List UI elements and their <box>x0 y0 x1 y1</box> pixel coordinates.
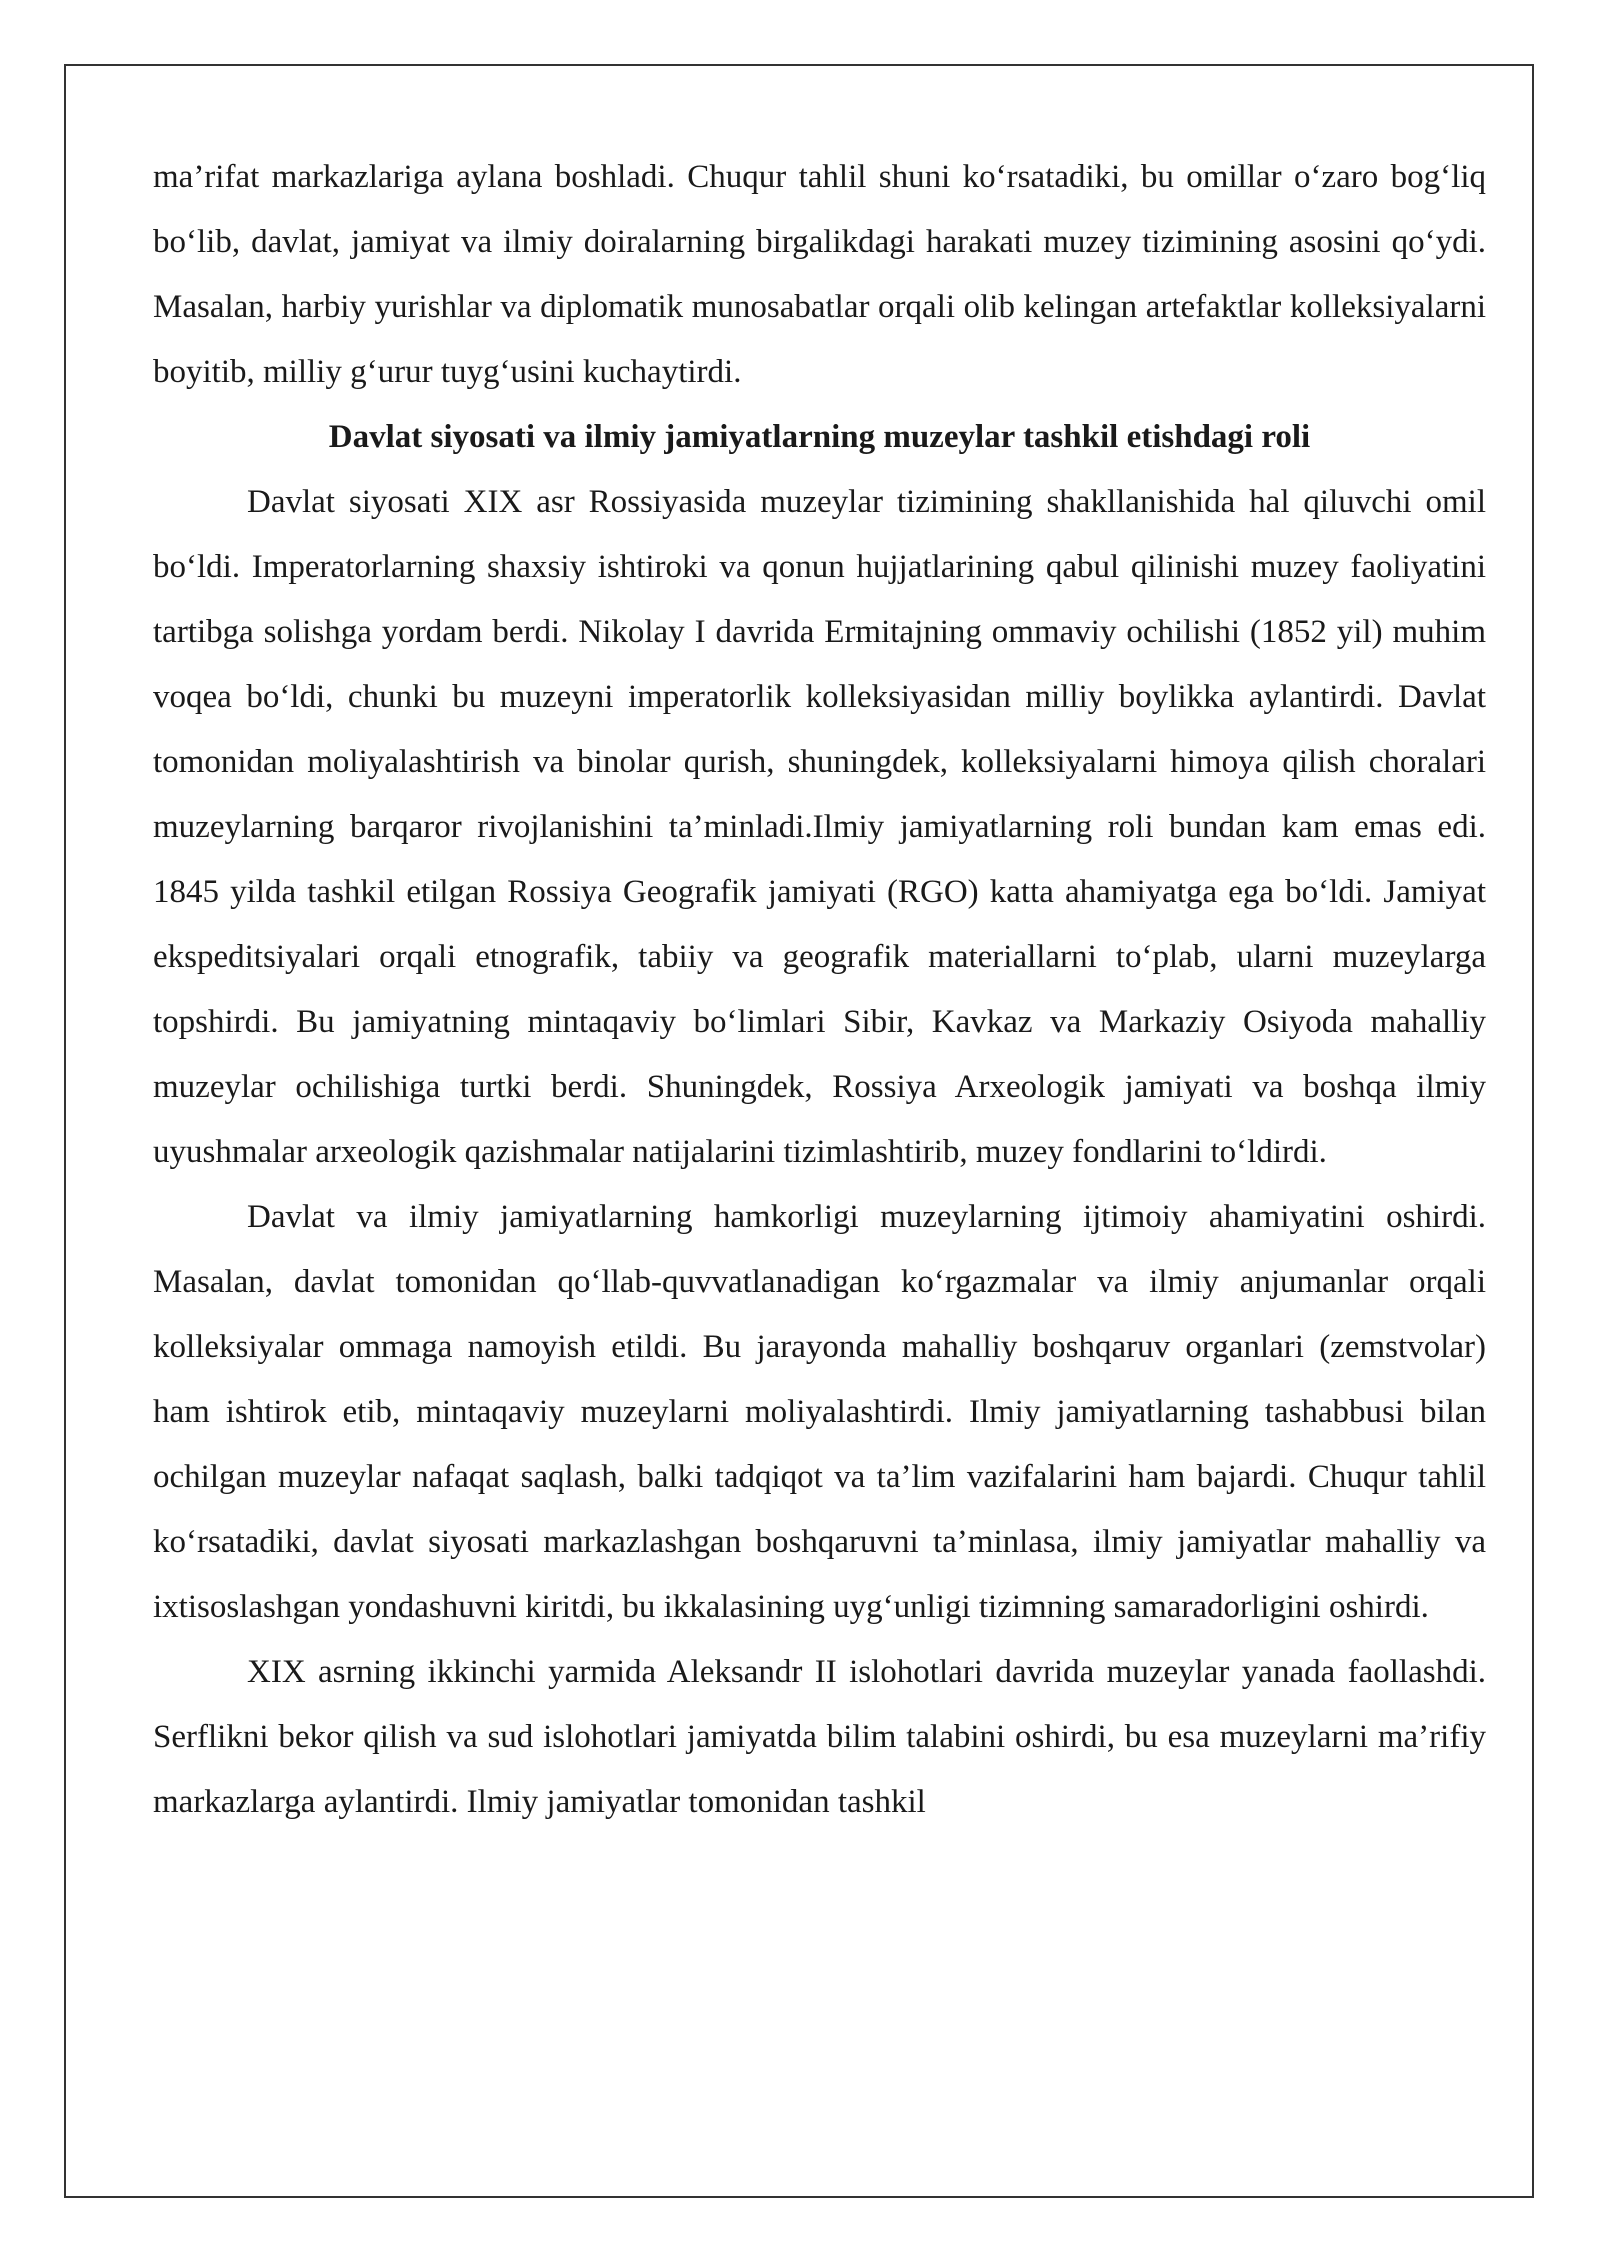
section-heading: Davlat siyosati va ilmiy jamiyatlarning muzeylar tashkil etishdagi roli <box>328 419 1311 455</box>
paragraph: Davlat siyosati XIX asr Rossiyasida muzeylar tizimining shakllanishida hal qiluvchi omil bo‘ldi. Imperatorlarning shaxsiy ishtiroki va qonun hujjatlarining qabul qilinishi muzey faoliyatini tartibga solishga yordam berdi. Nikolay I davrida Ermitajning ommaviy ochilishi (1852 yil) muhim voqea bo‘ldi, chunki bu muzeyni imperatorlik kolleksiyasidan milliy boylikka aylantirdi. Davlat tomonidan moliyalashtirish va binolar qurish, shuningdek, kolleksiyalarni himoya qilish choralari muzeylarning barqaror rivojlanishini ta’minladi.Ilmiy jamiyatlarning roli bundan kam emas edi. 1845 yilda tashkil etilgan Rossiya Geografik jamiyati (RGO) katta ahamiyatga ega bo‘ldi. Jamiyat ekspeditsiyalari orqali etnografik, tabiiy va geografik materiallarni to‘plab, ularni muzeylarga topshirdi. Bu jamiyatning mintaqaviy bo‘limlari Sibir, Kavkaz va Markaziy Osiyoda mahalliy muzeylar ochilishiga turtki berdi. Shuningdek, Rossiya Arxeologik jamiyati va boshqa ilmiy uyushmalar arxeologik qazishmalar natijalarini tizimlashtirib, muzey fondlarini to‘ldirdi. <box>153 484 1486 1170</box>
paragraph: XIX asrning ikkinchi yarmida Aleksandr II islohotlari davrida muzeylar yanada faollashdi. Serflikni bekor qilish va sud islohotlari jamiyatda bilim talabini oshirdi, bu esa muzeylarni ma’rifiy markazlarga aylantirdi. Ilmiy jamiyatlar tomonidan tashkil <box>153 1654 1486 1820</box>
document-body <box>153 145 1486 1835</box>
paragraph-continuation: ma’rifat markazlariga aylana boshladi. Chuqur tahlil shuni ko‘rsatadiki, bu omillar o‘zaro bog‘liq bo‘lib, davlat, jamiyat va ilmiy doiralarning birgalikdagi harakati muzey tizimining asosini qo‘ydi. Masalan, harbiy yurishlar va diplomatik munosabatlar orqali olib kelingan artefaktlar kolleksiyalarni boyitib, milliy g‘urur tuyg‘usini kuchaytirdi. <box>153 159 1486 390</box>
paragraph: Davlat va ilmiy jamiyatlarning hamkorligi muzeylarning ijtimoiy ahamiyatini oshirdi. Masalan, davlat tomonidan qo‘llab-quvvatlanadigan ko‘rgazmalar va ilmiy anjumanlar orqali kolleksiyalar ommaga namoyish etildi. Bu jarayonda mahalliy boshqaruv organlari (zemstvolar) ham ishtirok etib, mintaqaviy muzeylarni moliyalashtirdi. Ilmiy jamiyatlarning tashabbusi bilan ochilgan muzeylar nafaqat saqlash, balki tadqiqot va ta’lim vazifalarini ham bajardi. Chuqur tahlil ko‘rsatadiki, davlat siyosati markazlashgan boshqaruvni ta’minlasa, ilmiy jamiyatlar mahalliy va ixtisoslashgan yondashuvni kiritdi, bu ikkalasining uyg‘unligi tizimning samaradorligini oshirdi. <box>153 1199 1486 1625</box>
